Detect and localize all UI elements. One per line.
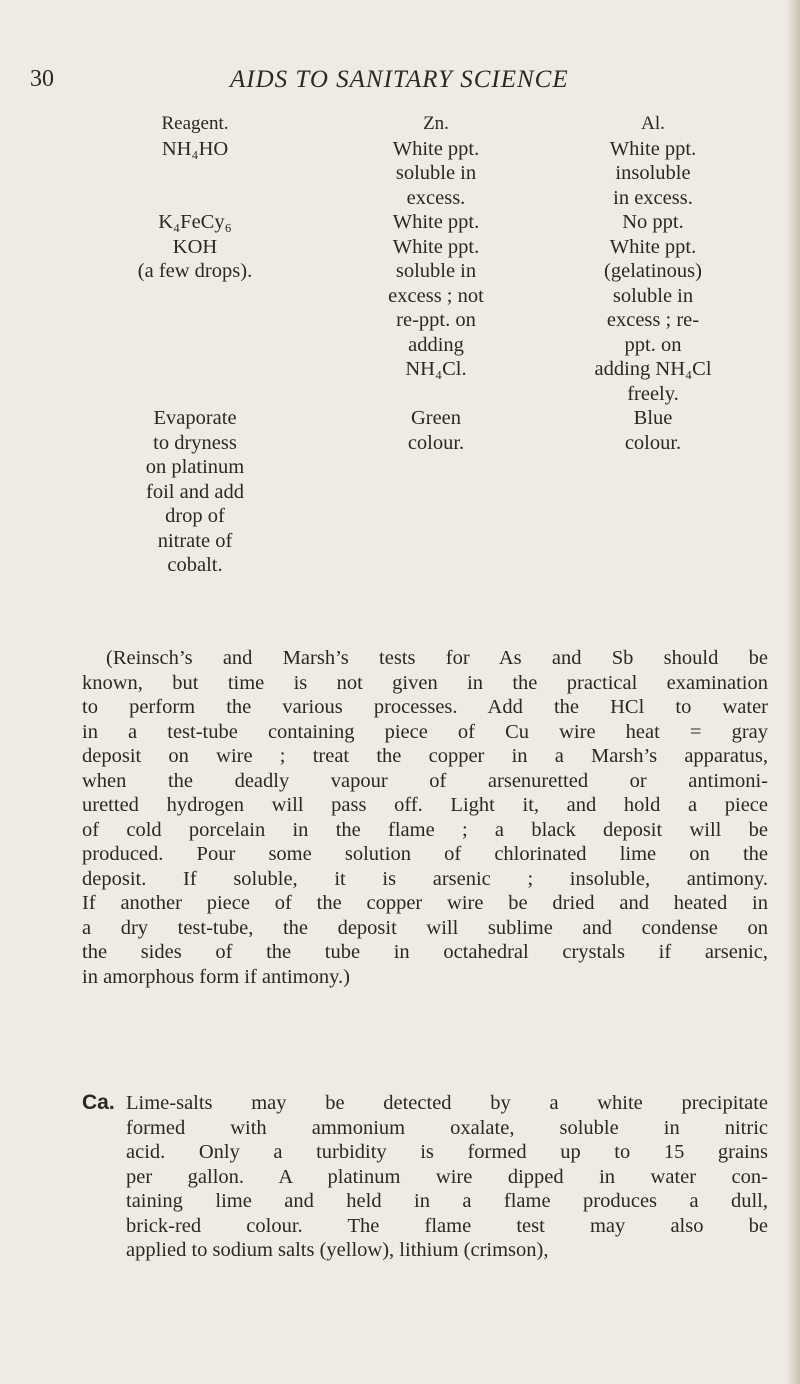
table-cell: soluble in — [395, 162, 477, 184]
table-cell: soluble in — [395, 260, 477, 282]
table-cell: K₄FeCy₆ — [158, 211, 232, 233]
table-cell: Evaporate — [153, 407, 237, 429]
text-line: a dry test-tube, the deposit will sublime and condense on — [82, 916, 768, 939]
text-line: Lime-salts may be detected by a white precipitate — [126, 1092, 768, 1114]
table-cell: adding — [408, 333, 464, 356]
table-cell: foil and add — [146, 480, 244, 503]
text-line: deposit on wire ; treat the copper in a Marsh’s apparatus, — [82, 745, 768, 767]
table-cell: White ppt. — [392, 211, 480, 233]
table-cell — [100, 284, 290, 309]
table-cell: soluble in — [612, 284, 694, 307]
text-line: in a test-tube containing piece of Cu wire heat = gray — [82, 720, 768, 743]
running-title: AIDS TO SANITARY SCIENCE — [230, 66, 569, 93]
table-cell: No ppt. — [622, 211, 684, 233]
text-line: per gallon. A platinum wire dipped in water con- — [126, 1165, 768, 1188]
text-line: deposit. If soluble, it is arsenic ; insoluble, antimony. — [82, 867, 768, 890]
table-cell: to dryness — [153, 431, 237, 454]
table-cell: White ppt. — [609, 137, 697, 160]
text-line: when the deadly vapour of arsenuretted or antimoni- — [82, 769, 768, 792]
table-cell: Blue — [633, 407, 673, 429]
table-cell: freely. — [627, 382, 679, 405]
table-cell: White ppt. — [609, 235, 697, 258]
text-line: taining lime and held in a flame produces a dull, — [126, 1190, 768, 1212]
table-cell: drop of — [165, 505, 225, 527]
page-edge — [786, 0, 800, 1384]
table-cell — [100, 333, 290, 358]
text-line: of cold porcelain in the flame ; a black deposit will be — [82, 818, 768, 841]
text-line: in amorphous form if antimony.) — [82, 965, 350, 988]
table-cell: in excess. — [613, 186, 693, 209]
table-cell: re-ppt. on — [396, 309, 476, 331]
table-cell: NH₄HO — [161, 137, 229, 160]
table-cell: insoluble — [615, 162, 691, 184]
text-line: brick-red colour. The flame test may also be — [126, 1214, 768, 1237]
table-cell: colour. — [624, 431, 682, 454]
table-cell: cobalt. — [167, 554, 223, 576]
table-cell — [100, 382, 290, 407]
table-cell: Green — [410, 407, 462, 429]
column-header: Al. — [641, 113, 665, 134]
table-cell: on platinum — [145, 456, 245, 478]
column-header: Zn. — [423, 113, 449, 134]
text-line: the sides of the tube in octahedral crystals if arsenic, — [82, 941, 768, 963]
table-cell — [100, 357, 290, 382]
text-line: formed with ammonium oxalate, soluble in nitric — [126, 1116, 768, 1139]
paragraph-calcium — [126, 1091, 768, 1263]
table-cell: NH₄Cl. — [405, 358, 467, 380]
text-line: uretted hydrogen will pass off. Light it, and hold a piece — [82, 794, 768, 816]
table-cell: White ppt. — [392, 137, 480, 160]
table-cell — [336, 382, 536, 407]
text-line: (Reinsch’s and Marsh’s tests for As and Sb should be — [106, 647, 768, 669]
text-line: If another piece of the copper wire be dried and heated in — [82, 892, 768, 914]
aluminium-column — [548, 112, 758, 455]
table-cell: colour. — [407, 431, 465, 454]
text-line: produced. Pour some solution of chlorinated lime on the — [82, 843, 768, 865]
page-number: 30 — [30, 66, 54, 92]
table-cell: excess ; not — [388, 284, 484, 307]
reagent-column — [100, 112, 290, 578]
text-line: acid. Only a turbidity is formed up to 15 grains — [126, 1141, 768, 1163]
table-cell: ppt. on — [624, 333, 682, 356]
table-cell: KOH — [172, 235, 218, 258]
running-head — [30, 66, 770, 100]
table-cell: White ppt. — [392, 235, 480, 258]
table-cell: excess ; re- — [606, 309, 700, 331]
text-line: known, but time is not given in the practical examination — [82, 671, 768, 694]
text-line: applied to sodium salts (yellow), lithium (crimson), — [126, 1239, 549, 1261]
table-cell: excess. — [406, 186, 466, 209]
table-cell: adding NH₄Cl — [594, 358, 712, 380]
text-line: to perform the various processes. Add the HCl to water — [82, 696, 768, 718]
zinc-column — [336, 112, 536, 455]
calcium-label: Ca. — [82, 1091, 115, 1114]
table-cell: (gelatinous) — [604, 260, 702, 282]
paragraph-arsenic-antimony — [82, 646, 768, 989]
table-cell — [100, 308, 290, 333]
table-cell — [100, 186, 290, 211]
table-cell: (a few drops). — [137, 260, 253, 282]
table-cell — [100, 161, 290, 186]
table-cell: nitrate of — [157, 529, 233, 552]
column-header: Reagent. — [161, 113, 229, 134]
